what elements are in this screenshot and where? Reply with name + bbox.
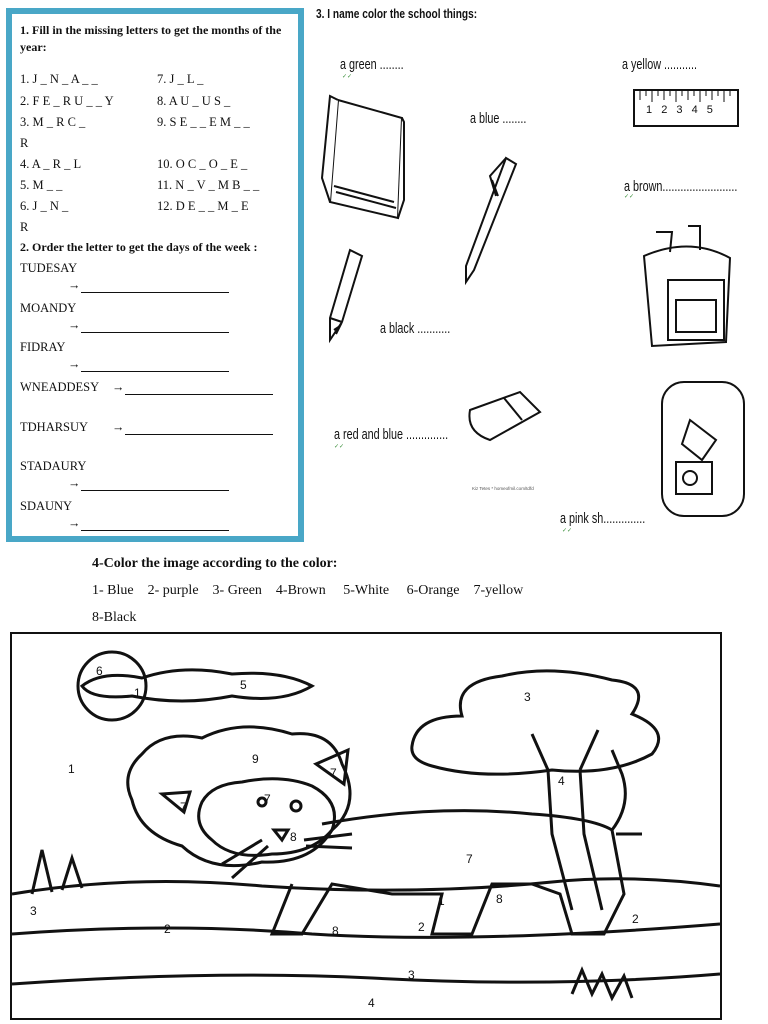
coloring-number: 7 [466, 852, 473, 866]
pencil-icon [330, 250, 362, 340]
arrow-icon: → [68, 357, 81, 371]
coloring-number: 7 [264, 792, 271, 806]
svg-text:✓✓: ✓✓ [624, 194, 635, 200]
arrow-icon: → [68, 476, 81, 490]
month-item: 9. S E _ _ E M _ _ [157, 115, 250, 129]
coloring-number: 1 [68, 762, 75, 776]
label-red-blue: a red and blue .............. [334, 426, 449, 443]
section3-title: 3. I name color the school things: [316, 6, 478, 21]
pen-icon [466, 158, 516, 282]
coloring-number: 3 [30, 904, 37, 918]
month-item: 7. J _ L _ [157, 72, 204, 86]
section4-title: 4-Color the image according to the color: [92, 556, 338, 571]
coloring-number: 2 [632, 912, 639, 926]
color-key-item: 8-Black [92, 610, 137, 625]
month-item-wrap: R [20, 136, 29, 150]
month-item: 3. M _ R C _ [20, 115, 86, 129]
coloring-number: 1 [134, 686, 141, 700]
color-key-item: 1- Blue [92, 583, 134, 598]
day-word: TUDESAY [20, 261, 78, 275]
color-key-item: 7-yellow [473, 583, 524, 598]
section1-title: 1. Fill in the missing letters to get the months of the year: [20, 23, 282, 54]
lion-scene-drawing [12, 634, 720, 1018]
coloring-number: 8 [290, 830, 297, 844]
day-word: TDHARSUY [20, 420, 89, 434]
month-item: 10. O C _ O _ E _ [157, 157, 248, 171]
month-item: 5. M _ _ [20, 178, 63, 192]
color-key-item: 2- purple [147, 583, 199, 598]
day-word: SDAUNY [20, 499, 73, 513]
day-word: WNEADDESY [20, 380, 100, 394]
day-word: STADAURY [20, 459, 87, 473]
color-key-item: 5-White [343, 583, 390, 598]
coloring-picture [10, 632, 722, 1020]
month-item: 6. J _ N _ [20, 199, 69, 213]
coloring-number: 4 [558, 774, 565, 788]
label-green: a green ........ [340, 56, 404, 73]
label-yellow: a yellow ........... [622, 56, 698, 73]
month-item: 11. N _ V _ M B _ _ [157, 178, 260, 192]
color-key-item: 3- Green [212, 583, 262, 598]
coloring-number: 2 [418, 920, 425, 934]
coloring-number: 8 [332, 924, 339, 938]
day-word: FIDRAY [20, 340, 66, 354]
label-pink: a pink sh.............. [560, 510, 646, 527]
color-key [92, 583, 523, 599]
month-item: 1. J _ N _ A _ _ [20, 72, 98, 86]
backpack-icon [644, 226, 730, 346]
coloring-number: 7 [330, 766, 337, 780]
coloring-number: 7 [180, 800, 187, 814]
coloring-number: 3 [408, 968, 415, 982]
month-item-wrap: R [20, 220, 29, 234]
book-icon [322, 96, 404, 218]
arrow-icon: → [112, 420, 125, 434]
arrow-icon: → [68, 278, 81, 292]
coloring-number: 5 [240, 678, 247, 692]
coloring-number: 9 [252, 752, 259, 766]
day-word: MOANDY [20, 301, 77, 315]
eraser-icon [469, 392, 540, 440]
coloring-number: 6 [96, 664, 103, 678]
label-brown: a brown......................... [624, 178, 738, 195]
coloring-number: 8 [496, 892, 503, 906]
sharpener-icon [662, 382, 744, 516]
ruler-number: 2 [661, 104, 668, 116]
coloring-number: 2 [164, 922, 171, 936]
label-black: a black ........... [380, 320, 451, 337]
coloring-number: 4 [368, 996, 375, 1010]
svg-text:✓✓: ✓✓ [562, 528, 573, 534]
arrow-icon: → [68, 318, 81, 332]
month-item: 4. A _ R _ L [20, 157, 82, 171]
ruler-number: 3 [676, 104, 683, 116]
tiny-caption: Kiz Tetes * homeofmil.com/tdfd [472, 486, 534, 491]
svg-text:✓✓: ✓✓ [334, 444, 345, 450]
month-item: 8. A U _ U S _ [157, 94, 231, 108]
month-item: 12. D E _ _ M _ E [157, 199, 249, 213]
ruler-number: 4 [691, 104, 698, 116]
color-key-item: 4-Brown [275, 583, 326, 598]
coloring-number: 3 [524, 690, 531, 704]
ruler-number: 1 [646, 104, 653, 116]
ruler-numbers [646, 104, 713, 116]
color-key-item: 6-Orange [406, 583, 460, 598]
arrow-icon: → [68, 516, 81, 530]
coloring-number: 1 [438, 894, 445, 908]
label-blue: a blue ........ [470, 110, 527, 127]
arrow-icon: → [112, 380, 125, 394]
section2-title: 2. Order the letter to get the days of the week : [20, 240, 258, 254]
svg-text:✓✓: ✓✓ [342, 74, 353, 80]
month-item: 2. F E _ R U _ _ Y [20, 94, 114, 108]
ruler-number: 5 [706, 104, 713, 116]
